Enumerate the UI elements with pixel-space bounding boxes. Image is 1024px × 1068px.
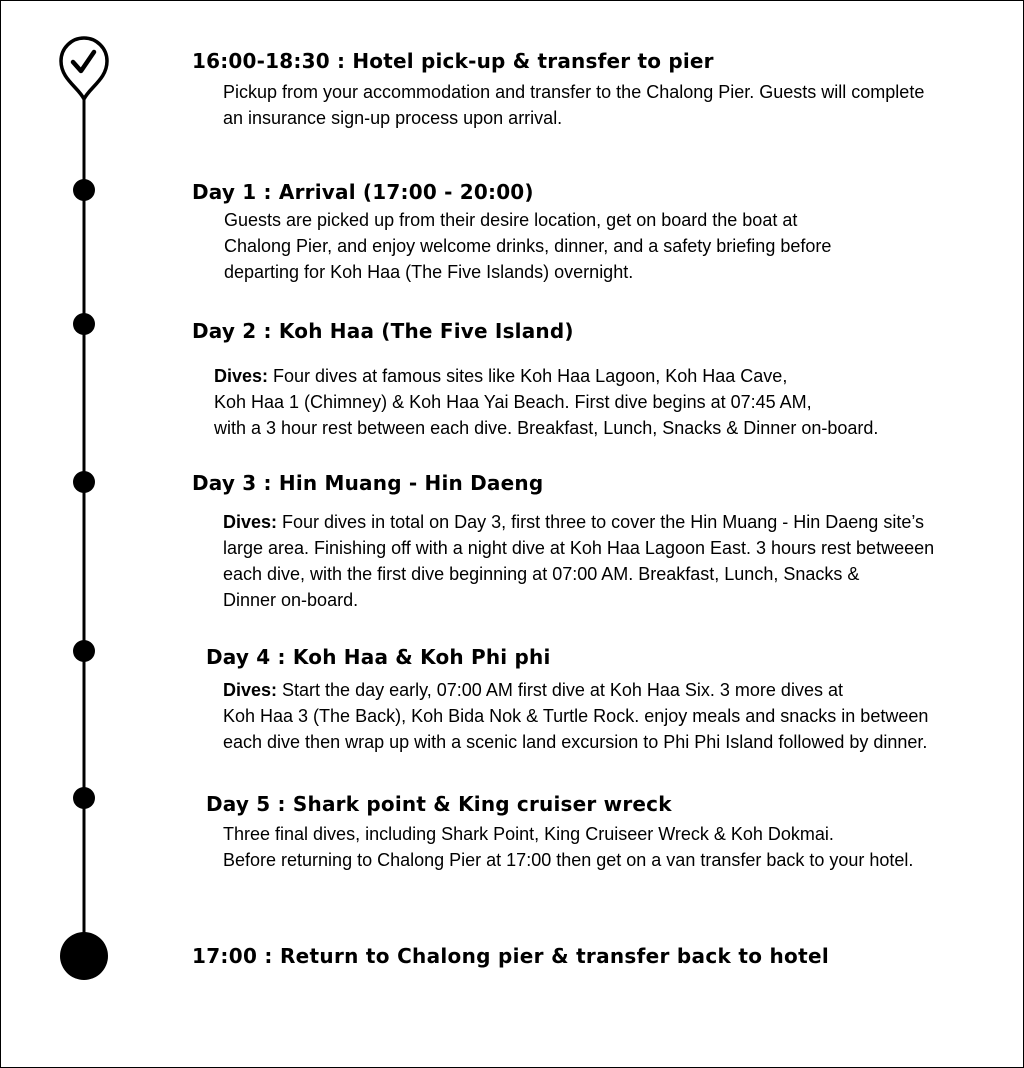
timeline-dot-day4 (73, 640, 95, 662)
entry-description (223, 509, 934, 613)
description-line: each dive then wrap up with a scenic land excursion to Phi Phi Island followed by dinner. (223, 732, 928, 752)
description-line: Pickup from your accommodation and transfer to the Chalong Pier. Guests will complete (223, 82, 925, 102)
dives-label: Dives: (223, 512, 278, 532)
entry-description (214, 363, 878, 441)
dives-label: Dives: (214, 366, 269, 386)
description-line: each dive, with the first dive beginning at 07:00 AM. Breakfast, Lunch, Snacks & (223, 564, 860, 584)
description-line: Four dives in total on Day 3, first three to cover the Hin Muang - Hin Daeng site’s (277, 512, 925, 532)
timeline-dot-day2 (73, 313, 95, 335)
description-line: with a 3 hour rest between each dive. Breakfast, Lunch, Snacks & Dinner on-board. (214, 418, 879, 438)
description-line: departing for Koh Haa (The Five Islands) overnight. (224, 262, 634, 282)
entry-title: Day 1 : Arrival (17:00 - 20:00) (192, 180, 534, 204)
timeline-dot-day3 (73, 471, 95, 493)
entry-title: Day 2 : Koh Haa (The Five Island) (192, 319, 574, 343)
timeline (1, 1, 171, 1067)
entry-title: Day 3 : Hin Muang - Hin Daeng (192, 471, 544, 495)
description-line: Before returning to Chalong Pier at 17:00 then get on a van transfer back to your hotel. (223, 850, 914, 870)
entry-description (223, 79, 924, 131)
description-line: large area. Finishing off with a night dive at Koh Haa Lagoon East. 3 hours rest betweeen (223, 538, 935, 558)
description-line: an insurance sign-up process upon arrival. (223, 108, 563, 128)
description-line: Chalong Pier, and enjoy welcome drinks, dinner, and a safety briefing before (224, 236, 832, 256)
description-line: Four dives at famous sites like Koh Haa Lagoon, Koh Haa Cave, (268, 366, 788, 386)
entry-description (224, 207, 831, 285)
description-line: Koh Haa 3 (The Back), Koh Bida Nok & Turtle Rock. enjoy meals and snacks in between (223, 706, 929, 726)
map-pin-check-icon (61, 38, 107, 99)
entry-title: Day 5 : Shark point & King cruiser wreck (206, 792, 672, 816)
entry-title: 17:00 : Return to Chalong pier & transfer back to hotel (192, 944, 829, 968)
description-line: Start the day early, 07:00 AM first dive at Koh Haa Six. 3 more dives at (277, 680, 843, 700)
entry-description (223, 821, 913, 873)
description-line: Dinner on-board. (223, 590, 359, 610)
entry-title: Day 4 : Koh Haa & Koh Phi phi (206, 645, 551, 669)
description-line: Guests are picked up from their desire location, get on board the boat at (224, 210, 798, 230)
description-line: Three final dives, including Shark Point, King Cruiseer Wreck & Koh Dokmai. (223, 824, 834, 844)
timeline-dot-day1 (73, 179, 95, 201)
entry-description (223, 677, 928, 755)
description-line: Koh Haa 1 (Chimney) & Koh Haa Yai Beach. First dive begins at 07:45 AM, (214, 392, 812, 412)
entry-title: 16:00-18:30 : Hotel pick-up & transfer to pier (192, 49, 714, 73)
timeline-end-dot-icon (60, 932, 108, 980)
dives-label: Dives: (223, 680, 278, 700)
timeline-dot-day5 (73, 787, 95, 809)
